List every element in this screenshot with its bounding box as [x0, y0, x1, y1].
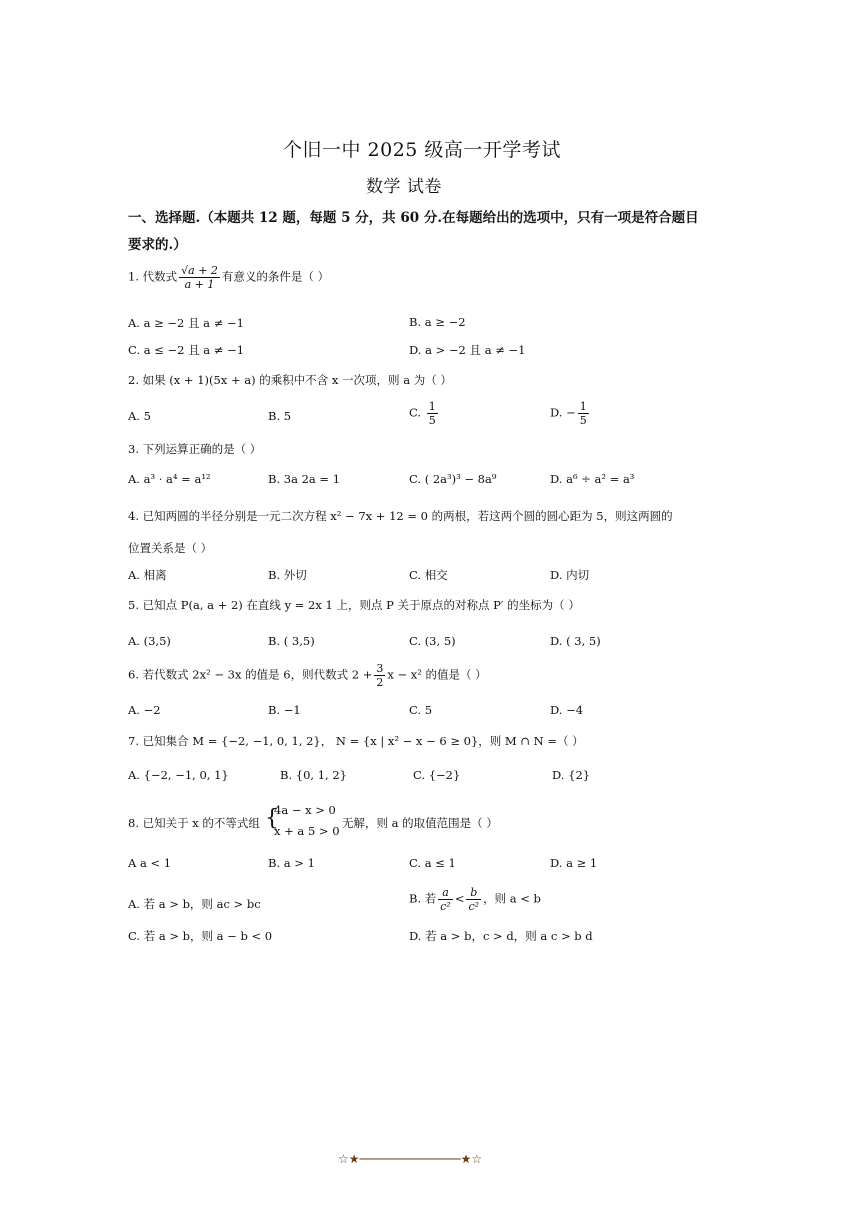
- question-9-option-b-denominator-2: c²: [468, 900, 480, 913]
- question-9-option-b-pre: B. 若: [409, 891, 437, 906]
- question-9-option-b-lt: <: [454, 891, 465, 906]
- question-3-option-a: A. a³ · a⁴ = a¹²: [128, 472, 211, 486]
- question-2-option-c-label: C.: [409, 405, 422, 420]
- question-1-stem-post: 有意义的条件是（ ）: [221, 269, 330, 284]
- section-heading-line2: 要求的.）: [128, 237, 187, 253]
- question-9-option-b-fraction-2: [466, 886, 481, 913]
- question-8-option-a: A a < 1: [128, 856, 172, 870]
- question-2-option-c-fraction: [427, 400, 438, 427]
- question-6-stem-post: x − x² 的值是（ ）: [387, 667, 487, 682]
- question-7-stem: 7. 已知集合 M = {−2, −1, 0, 1, 2}， N = {x | x² − x − 6 ≥ 0}，则 M ∩ N =（ ）: [128, 734, 584, 748]
- question-8-system-line1: 4a − x > 0: [274, 803, 336, 817]
- question-4-option-b: B. 外切: [268, 568, 307, 582]
- question-7-option-c: C. {−2}: [413, 768, 461, 782]
- question-1-option-b: B. a ≥ −2: [409, 315, 466, 329]
- question-3-stem: 3. 下列运算正确的是（ ）: [128, 442, 262, 456]
- question-8-option-d: D. a ≥ 1: [550, 856, 598, 870]
- question-8-option-b: B. a > 1: [268, 856, 315, 870]
- question-7-option-a: A. {−2, −1, 0, 1}: [128, 768, 229, 782]
- question-8-system-line2: x + a 5 > 0: [274, 824, 340, 838]
- question-9-option-d: D. 若 a > b，c > d，则 a c > b d: [409, 929, 593, 943]
- question-5-stem: 5. 已知点 P(a, a + 2) 在直线 y = 2x 1 上，则点 P 关于原点的对称点 P′ 的坐标为（ ）: [128, 598, 580, 612]
- question-6-option-b: B. −1: [268, 703, 301, 717]
- exam-subtitle: 数学 试卷: [366, 177, 442, 197]
- question-8-brace: {: [265, 806, 279, 831]
- question-9-option-c: C. 若 a > b，则 a − b < 0: [128, 929, 273, 943]
- question-5-option-c: C. (3, 5): [409, 634, 456, 648]
- question-7-option-b: B. {0, 1, 2}: [280, 768, 347, 782]
- question-6-fraction: [374, 662, 385, 689]
- question-1-stem-pre: 1. 代数式: [128, 269, 178, 284]
- question-5-option-d: D. ( 3, 5): [550, 634, 601, 648]
- question-8-stem-post: 无解，则 a 的取值范围是（ ）: [342, 816, 498, 830]
- question-2-option-d-label: D. −: [550, 405, 576, 420]
- question-1-option-a: A. a ≥ −2 且 a ≠ −1: [128, 316, 244, 330]
- question-1-fraction: [179, 264, 220, 291]
- question-9-option-b: [409, 886, 541, 913]
- question-9-option-b-denominator-1: c²: [440, 900, 451, 913]
- question-6-option-d: D. −4: [550, 703, 584, 717]
- question-6-option-a: A. −2: [128, 703, 161, 717]
- question-1-option-c: C. a ≤ −2 且 a ≠ −1: [128, 343, 245, 357]
- question-3-option-d: D. a⁶ ÷ a² = a³: [550, 472, 635, 486]
- question-2-option-d-fraction: [578, 400, 589, 427]
- question-5-option-b: B. ( 3,5): [268, 634, 315, 648]
- question-1-fraction-denominator: a + 1: [184, 278, 215, 291]
- question-2-option-d-denominator: 5: [579, 414, 587, 427]
- question-2-stem: 2. 如果 (x + 1)(5x + a) 的乘积中不含 x 一次项，则 a 为（ ）: [128, 373, 452, 387]
- question-1-stem: [128, 264, 329, 291]
- question-2-option-c-denominator: 5: [428, 414, 436, 427]
- question-6-fraction-denominator: 2: [376, 676, 384, 689]
- question-1-option-d: D. a > −2 且 a ≠ −1: [409, 343, 526, 357]
- question-2-option-b: B. 5: [268, 409, 292, 423]
- question-2-option-a: A. 5: [128, 409, 151, 423]
- page-footer-ornament: ☆★──────────────★☆: [338, 1152, 483, 1166]
- exam-title: 个旧一中 2025 级高一开学考试: [283, 139, 561, 161]
- question-4-option-c: C. 相交: [409, 568, 448, 582]
- question-8-stem-pre: 8. 已知关于 x 的不等式组: [128, 816, 260, 830]
- question-3-option-c: C. ( 2a³)³ − 8a⁹: [409, 472, 497, 486]
- question-4-stem-line2: 位置关系是（ ）: [128, 541, 213, 555]
- question-4-option-a: A. 相离: [128, 568, 167, 582]
- question-2-option-c-numerator: 1: [428, 400, 436, 413]
- question-9-option-b-numerator-1: a: [438, 886, 453, 900]
- question-9-option-a: A. 若 a > b，则 ac > bc: [128, 897, 261, 911]
- question-3-option-b: B. 3a 2a = 1: [268, 472, 341, 486]
- question-1-fraction-numerator: √a + 2: [181, 264, 218, 277]
- question-2-option-c: [409, 400, 440, 427]
- question-2-option-d-numerator: 1: [579, 400, 587, 413]
- question-9-option-b-numerator-2: b: [466, 886, 481, 900]
- question-6-fraction-numerator: 3: [376, 662, 384, 675]
- question-6-option-c: C. 5: [409, 703, 433, 717]
- question-7-option-d: D. {2}: [552, 768, 591, 782]
- section-heading-line1: 一、选择题.（本题共 12 题，每题 5 分，共 60 分.在每题给出的选项中，只有一项是符合题目: [128, 210, 699, 226]
- question-2-option-d: [550, 400, 591, 427]
- question-9-option-b-post: ，则 a < b: [483, 891, 541, 906]
- question-5-option-a: A. (3,5): [128, 634, 171, 648]
- question-6-stem: [128, 662, 487, 689]
- question-9-option-b-fraction-1: [438, 886, 453, 913]
- question-4-stem-line1: 4. 已知两圆的半径分别是一元二次方程 x² − 7x + 12 = 0 的两根，若这两个圆的圆心距为 5，则这两圆的: [128, 509, 673, 523]
- question-8-option-c: C. a ≤ 1: [409, 856, 456, 870]
- question-4-option-d: D. 内切: [550, 568, 590, 582]
- question-6-stem-pre: 6. 若代数式 2x² − 3x 的值是 6，则代数式 2 +: [128, 667, 373, 682]
